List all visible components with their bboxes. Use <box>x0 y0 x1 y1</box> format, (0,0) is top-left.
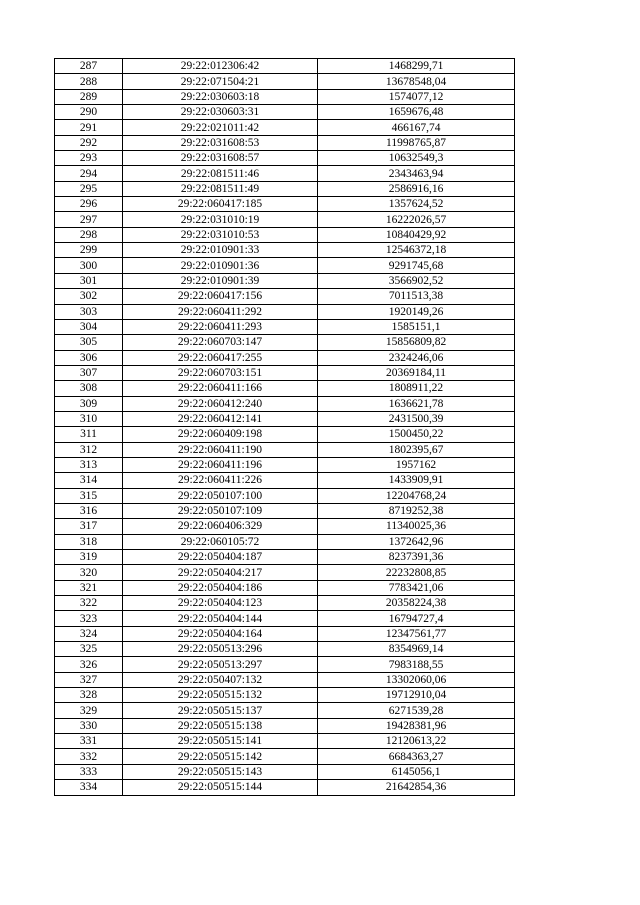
row-number-cell: 302 <box>55 289 123 304</box>
row-number-cell: 309 <box>55 396 123 411</box>
table-row <box>55 596 515 611</box>
row-number-cell: 293 <box>55 151 123 166</box>
cadastral-number-cell: 29:22:050404:164 <box>123 626 318 641</box>
table-row <box>55 657 515 672</box>
cadastral-number-cell: 29:22:030603:31 <box>123 105 318 120</box>
value-cell: 1585151,1 <box>318 319 515 334</box>
row-number-cell: 326 <box>55 657 123 672</box>
table-row <box>55 734 515 749</box>
row-number-cell: 310 <box>55 411 123 426</box>
table-row <box>55 74 515 89</box>
value-cell: 1574077,12 <box>318 89 515 104</box>
table-row <box>55 350 515 365</box>
cadastral-number-cell: 29:22:050515:143 <box>123 764 318 779</box>
value-cell: 1802395,67 <box>318 442 515 457</box>
cadastral-number-cell: 29:22:050404:187 <box>123 550 318 565</box>
row-number-cell: 304 <box>55 319 123 334</box>
cadastral-number-cell: 29:22:081511:46 <box>123 166 318 181</box>
value-cell: 21642854,36 <box>318 780 515 795</box>
value-cell: 1433909,91 <box>318 473 515 488</box>
row-number-cell: 320 <box>55 565 123 580</box>
cadastral-number-cell: 29:22:050515:132 <box>123 688 318 703</box>
cadastral-number-cell: 29:22:060412:240 <box>123 396 318 411</box>
value-cell: 8354969,14 <box>318 642 515 657</box>
row-number-cell: 328 <box>55 688 123 703</box>
cadastral-number-cell: 29:22:031608:57 <box>123 151 318 166</box>
row-number-cell: 316 <box>55 503 123 518</box>
value-cell: 20369184,11 <box>318 365 515 380</box>
table-row <box>55 565 515 580</box>
cadastral-number-cell: 29:22:060411:166 <box>123 381 318 396</box>
row-number-cell: 295 <box>55 181 123 196</box>
value-cell: 9291745,68 <box>318 258 515 273</box>
cadastral-number-cell: 29:22:060409:198 <box>123 427 318 442</box>
cadastral-number-cell: 29:22:050513:297 <box>123 657 318 672</box>
cadastral-number-cell: 29:22:050404:217 <box>123 565 318 580</box>
row-number-cell: 324 <box>55 626 123 641</box>
value-cell: 8237391,36 <box>318 550 515 565</box>
row-number-cell: 313 <box>55 457 123 472</box>
cadastral-number-cell: 29:22:010901:33 <box>123 243 318 258</box>
row-number-cell: 327 <box>55 672 123 687</box>
row-number-cell: 288 <box>55 74 123 89</box>
row-number-cell: 317 <box>55 519 123 534</box>
row-number-cell: 311 <box>55 427 123 442</box>
cadastral-number-cell: 29:22:050515:144 <box>123 780 318 795</box>
value-cell: 7783421,06 <box>318 580 515 595</box>
cadastral-value-table <box>54 58 515 796</box>
value-cell: 12546372,18 <box>318 243 515 258</box>
table-row <box>55 105 515 120</box>
value-cell: 16794727,4 <box>318 611 515 626</box>
table-row <box>55 642 515 657</box>
row-number-cell: 296 <box>55 197 123 212</box>
row-number-cell: 321 <box>55 580 123 595</box>
value-cell: 16222026,57 <box>318 212 515 227</box>
value-cell: 19712910,04 <box>318 688 515 703</box>
row-number-cell: 298 <box>55 227 123 242</box>
row-number-cell: 322 <box>55 596 123 611</box>
table-row <box>55 319 515 334</box>
table-row <box>55 703 515 718</box>
value-cell: 7983188,55 <box>318 657 515 672</box>
row-number-cell: 292 <box>55 135 123 150</box>
value-cell: 466167,74 <box>318 120 515 135</box>
table-row <box>55 258 515 273</box>
row-number-cell: 301 <box>55 273 123 288</box>
cadastral-number-cell: 29:22:060412:141 <box>123 411 318 426</box>
cadastral-number-cell: 29:22:060417:156 <box>123 289 318 304</box>
cadastral-number-cell: 29:22:050513:296 <box>123 642 318 657</box>
value-cell: 1372642,96 <box>318 534 515 549</box>
row-number-cell: 318 <box>55 534 123 549</box>
value-cell: 11998765,87 <box>318 135 515 150</box>
table-row <box>55 473 515 488</box>
table-row <box>55 59 515 74</box>
table-row <box>55 304 515 319</box>
cadastral-number-cell: 29:22:081511:49 <box>123 181 318 196</box>
cadastral-number-cell: 29:22:071504:21 <box>123 74 318 89</box>
value-cell: 12204768,24 <box>318 488 515 503</box>
value-cell: 20358224,38 <box>318 596 515 611</box>
table-row <box>55 488 515 503</box>
table-row <box>55 335 515 350</box>
value-cell: 1659676,48 <box>318 105 515 120</box>
cadastral-number-cell: 29:22:060411:292 <box>123 304 318 319</box>
value-cell: 6684363,27 <box>318 749 515 764</box>
cadastral-number-cell: 29:22:050404:144 <box>123 611 318 626</box>
table-row <box>55 381 515 396</box>
value-cell: 8719252,38 <box>318 503 515 518</box>
row-number-cell: 305 <box>55 335 123 350</box>
row-number-cell: 307 <box>55 365 123 380</box>
cadastral-number-cell: 29:22:050515:138 <box>123 718 318 733</box>
row-number-cell: 314 <box>55 473 123 488</box>
row-number-cell: 287 <box>55 59 123 74</box>
cadastral-number-cell: 29:22:060703:147 <box>123 335 318 350</box>
table-row <box>55 181 515 196</box>
value-cell: 7011513,38 <box>318 289 515 304</box>
row-number-cell: 290 <box>55 105 123 120</box>
row-number-cell: 325 <box>55 642 123 657</box>
cadastral-number-cell: 29:22:050107:109 <box>123 503 318 518</box>
value-cell: 12347561,77 <box>318 626 515 641</box>
cadastral-number-cell: 29:22:031608:53 <box>123 135 318 150</box>
cadastral-number-cell: 29:22:060411:226 <box>123 473 318 488</box>
cadastral-number-cell: 29:22:031010:53 <box>123 227 318 242</box>
table-row <box>55 120 515 135</box>
table-row <box>55 718 515 733</box>
row-number-cell: 315 <box>55 488 123 503</box>
table-row <box>55 442 515 457</box>
cadastral-number-cell: 29:22:031010:19 <box>123 212 318 227</box>
table-row <box>55 749 515 764</box>
row-number-cell: 312 <box>55 442 123 457</box>
table-row <box>55 166 515 181</box>
row-number-cell: 319 <box>55 550 123 565</box>
table-row <box>55 243 515 258</box>
row-number-cell: 306 <box>55 350 123 365</box>
value-cell: 6271539,28 <box>318 703 515 718</box>
value-cell: 19428381,96 <box>318 718 515 733</box>
table-row <box>55 611 515 626</box>
value-cell: 10632549,3 <box>318 151 515 166</box>
value-cell: 1957162 <box>318 457 515 472</box>
table-row <box>55 411 515 426</box>
cadastral-number-cell: 29:22:050407:132 <box>123 672 318 687</box>
value-cell: 11340025,36 <box>318 519 515 534</box>
row-number-cell: 297 <box>55 212 123 227</box>
cadastral-number-cell: 29:22:030603:18 <box>123 89 318 104</box>
value-cell: 2431500,39 <box>318 411 515 426</box>
value-cell: 1357624,52 <box>318 197 515 212</box>
row-number-cell: 308 <box>55 381 123 396</box>
table-row <box>55 89 515 104</box>
cadastral-number-cell: 29:22:060417:185 <box>123 197 318 212</box>
table-row <box>55 289 515 304</box>
cadastral-number-cell: 29:22:050515:137 <box>123 703 318 718</box>
value-cell: 3566902,52 <box>318 273 515 288</box>
cadastral-number-cell: 29:22:050404:123 <box>123 596 318 611</box>
value-cell: 13678548,04 <box>318 74 515 89</box>
value-cell: 1808911,22 <box>318 381 515 396</box>
table-row <box>55 427 515 442</box>
cadastral-number-cell: 29:22:060411:196 <box>123 457 318 472</box>
value-cell: 1500450,22 <box>318 427 515 442</box>
table-row <box>55 672 515 687</box>
value-cell: 1468299,71 <box>318 59 515 74</box>
cadastral-number-cell: 29:22:010901:36 <box>123 258 318 273</box>
row-number-cell: 330 <box>55 718 123 733</box>
value-cell: 1920149,26 <box>318 304 515 319</box>
cadastral-number-cell: 29:22:050404:186 <box>123 580 318 595</box>
row-number-cell: 291 <box>55 120 123 135</box>
cadastral-number-cell: 29:22:060417:255 <box>123 350 318 365</box>
cadastral-number-cell: 29:22:060105:72 <box>123 534 318 549</box>
cadastral-number-cell: 29:22:050107:100 <box>123 488 318 503</box>
cadastral-number-cell: 29:22:060406:329 <box>123 519 318 534</box>
table-row <box>55 550 515 565</box>
value-cell: 13302060,06 <box>318 672 515 687</box>
table-row <box>55 273 515 288</box>
value-cell: 10840429,92 <box>318 227 515 242</box>
table-row <box>55 519 515 534</box>
row-number-cell: 334 <box>55 780 123 795</box>
table-body <box>55 59 515 796</box>
table-row <box>55 197 515 212</box>
row-number-cell: 300 <box>55 258 123 273</box>
cadastral-number-cell: 29:22:060411:293 <box>123 319 318 334</box>
table-row <box>55 780 515 795</box>
table-row <box>55 135 515 150</box>
value-cell: 2586916,16 <box>318 181 515 196</box>
table-row <box>55 457 515 472</box>
table-row <box>55 212 515 227</box>
table-row <box>55 580 515 595</box>
row-number-cell: 329 <box>55 703 123 718</box>
value-cell: 2324246,06 <box>318 350 515 365</box>
table-row <box>55 227 515 242</box>
value-cell: 1636621,78 <box>318 396 515 411</box>
row-number-cell: 303 <box>55 304 123 319</box>
row-number-cell: 294 <box>55 166 123 181</box>
table-row <box>55 764 515 779</box>
cadastral-number-cell: 29:22:060411:190 <box>123 442 318 457</box>
cadastral-number-cell: 29:22:050515:141 <box>123 734 318 749</box>
table-row <box>55 396 515 411</box>
row-number-cell: 299 <box>55 243 123 258</box>
table-row <box>55 626 515 641</box>
row-number-cell: 333 <box>55 764 123 779</box>
row-number-cell: 332 <box>55 749 123 764</box>
row-number-cell: 331 <box>55 734 123 749</box>
cadastral-number-cell: 29:22:050515:142 <box>123 749 318 764</box>
row-number-cell: 289 <box>55 89 123 104</box>
value-cell: 12120613,22 <box>318 734 515 749</box>
table-row <box>55 688 515 703</box>
value-cell: 6145056,1 <box>318 764 515 779</box>
table-row <box>55 503 515 518</box>
table-row <box>55 365 515 380</box>
value-cell: 22232808,85 <box>318 565 515 580</box>
cadastral-number-cell: 29:22:021011:42 <box>123 120 318 135</box>
value-cell: 15856809,82 <box>318 335 515 350</box>
value-cell: 2343463,94 <box>318 166 515 181</box>
table-row <box>55 151 515 166</box>
cadastral-number-cell: 29:22:012306:42 <box>123 59 318 74</box>
cadastral-number-cell: 29:22:010901:39 <box>123 273 318 288</box>
cadastral-number-cell: 29:22:060703:151 <box>123 365 318 380</box>
table-row <box>55 534 515 549</box>
row-number-cell: 323 <box>55 611 123 626</box>
